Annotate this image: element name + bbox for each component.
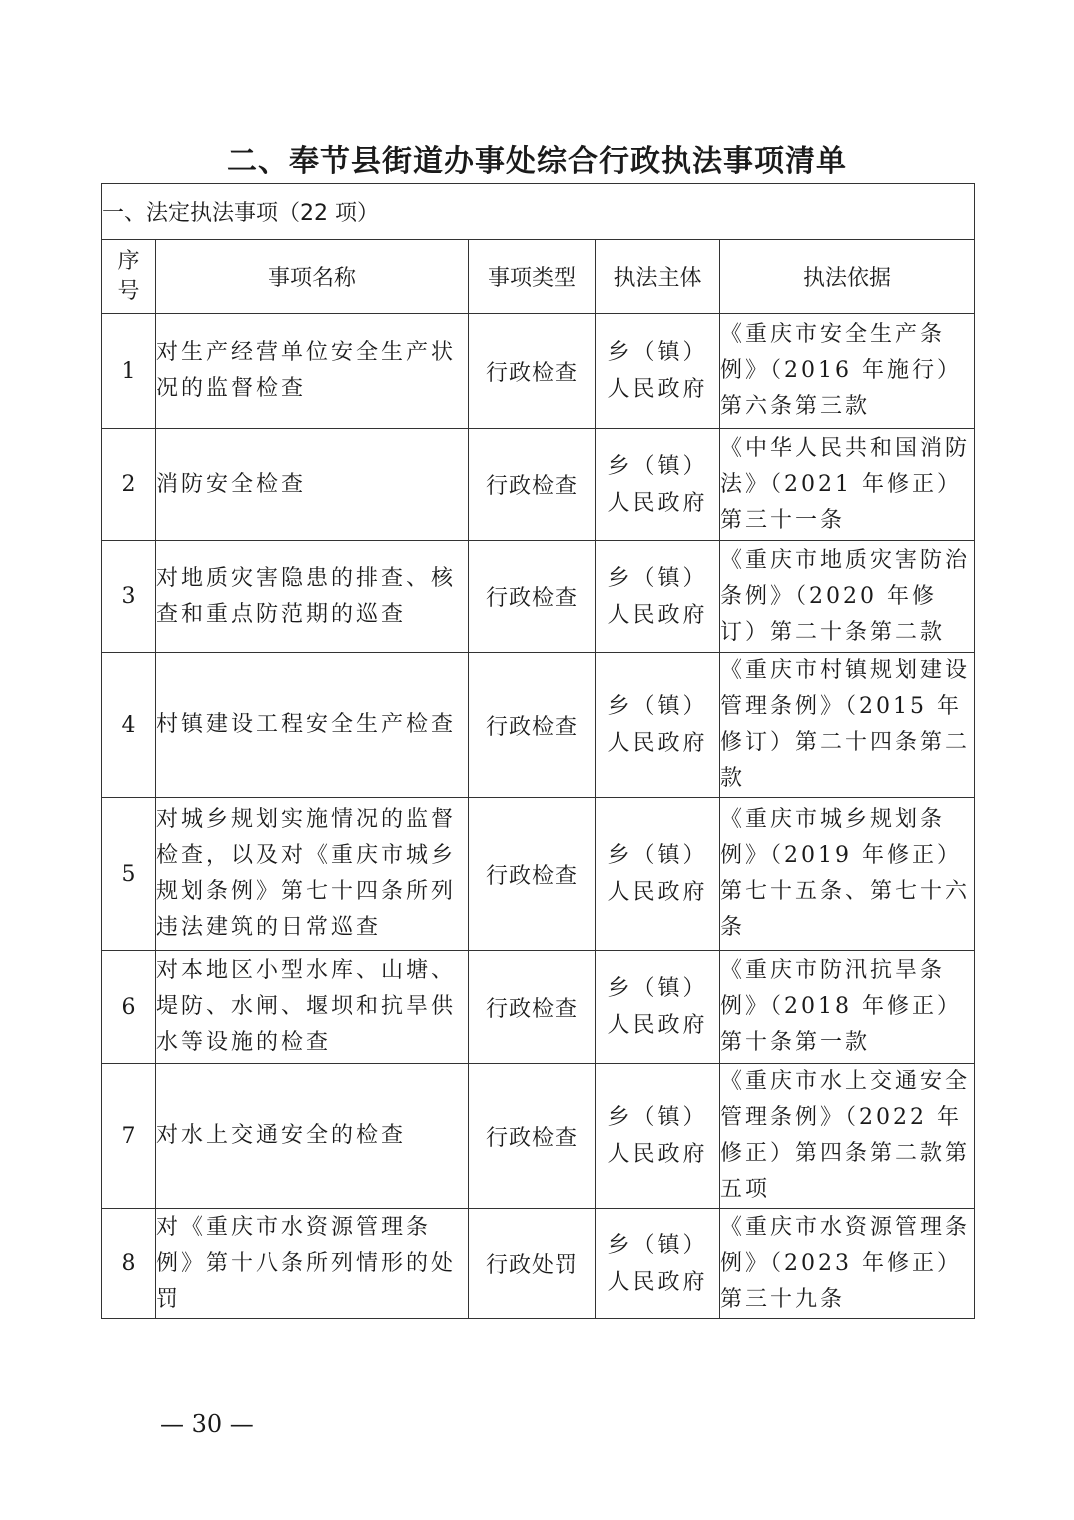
table-row (102, 314, 975, 429)
row-name: 对水上交通安全的检查 (156, 1064, 469, 1209)
row-body: 乡（镇）人民政府 (596, 429, 720, 541)
row-body: 乡（镇）人民政府 (596, 798, 720, 951)
row-basis: 《中华人民共和国消防法》（2021 年修正）第三十一条 (720, 429, 975, 541)
row-body: 乡（镇）人民政府 (596, 541, 720, 653)
table-row (102, 541, 975, 653)
row-name: 对生产经营单位安全生产状况的监督检查 (156, 314, 469, 429)
row-basis: 《重庆市水上交通安全管理条例》（2022 年修正）第四条第二款第五项 (720, 1064, 975, 1209)
row-name: 对本地区小型水库、山塘、堤防、水闸、堰坝和抗旱供水等设施的检查 (156, 951, 469, 1064)
row-basis: 《重庆市地质灾害防治条例》（2020 年修订）第二十条第二款 (720, 541, 975, 653)
header-type: 事项类型 (469, 240, 596, 314)
row-no: 2 (102, 429, 156, 541)
row-type: 行政检查 (469, 314, 596, 429)
row-type: 行政检查 (469, 798, 596, 951)
section-header-row (102, 184, 975, 240)
enforcement-items-table (101, 183, 975, 1319)
table-header-row (102, 240, 975, 314)
row-no: 8 (102, 1209, 156, 1319)
row-type: 行政检查 (469, 541, 596, 653)
row-name: 消防安全检查 (156, 429, 469, 541)
row-type: 行政检查 (469, 429, 596, 541)
row-no: 6 (102, 951, 156, 1064)
row-no: 3 (102, 541, 156, 653)
row-no: 5 (102, 798, 156, 951)
table-row (102, 429, 975, 541)
row-name: 村镇建设工程安全生产检查 (156, 653, 469, 798)
row-no: 4 (102, 653, 156, 798)
table-row (102, 1064, 975, 1209)
row-name: 对城乡规划实施情况的监督检查，以及对《重庆市城乡规划条例》第七十四条所列违法建筑的日常巡查 (156, 798, 469, 951)
page-number: — 30 — (160, 1410, 254, 1438)
row-name: 对《重庆市水资源管理条例》第十八条所列情形的处罚 (156, 1209, 469, 1319)
row-no: 1 (102, 314, 156, 429)
header-name: 事项名称 (156, 240, 469, 314)
row-basis: 《重庆市水资源管理条例》（2023 年修正）第三十九条 (720, 1209, 975, 1319)
row-type: 行政检查 (469, 1064, 596, 1209)
row-type: 行政检查 (469, 653, 596, 798)
table-row (102, 1209, 975, 1319)
table-row (102, 951, 975, 1064)
row-body: 乡（镇）人民政府 (596, 951, 720, 1064)
row-body: 乡（镇）人民政府 (596, 653, 720, 798)
table-row (102, 798, 975, 951)
row-basis: 《重庆市防汛抗旱条例》（2018 年修正）第十条第一款 (720, 951, 975, 1064)
header-body: 执法主体 (596, 240, 720, 314)
table-row (102, 653, 975, 798)
row-name: 对地质灾害隐患的排查、核查和重点防范期的巡查 (156, 541, 469, 653)
row-basis: 《重庆市城乡规划条例》（2019 年修正）第七十五条、第七十六条 (720, 798, 975, 951)
row-body: 乡（镇）人民政府 (596, 1064, 720, 1209)
row-type: 行政检查 (469, 951, 596, 1064)
row-body: 乡（镇）人民政府 (596, 1209, 720, 1319)
row-basis: 《重庆市村镇规划建设管理条例》（2015 年修订）第二十四条第二款 (720, 653, 975, 798)
header-basis: 执法依据 (720, 240, 975, 314)
section-title: 一、法定执法事项（22 项） (102, 184, 975, 240)
page-title: 二、奉节县街道办事处综合行政执法事项清单 (227, 144, 847, 179)
row-no: 7 (102, 1064, 156, 1209)
row-body: 乡（镇）人民政府 (596, 314, 720, 429)
row-type: 行政处罚 (469, 1209, 596, 1319)
row-basis: 《重庆市安全生产条例》（2016 年施行）第六条第三款 (720, 314, 975, 429)
header-no: 序号 (102, 240, 156, 314)
